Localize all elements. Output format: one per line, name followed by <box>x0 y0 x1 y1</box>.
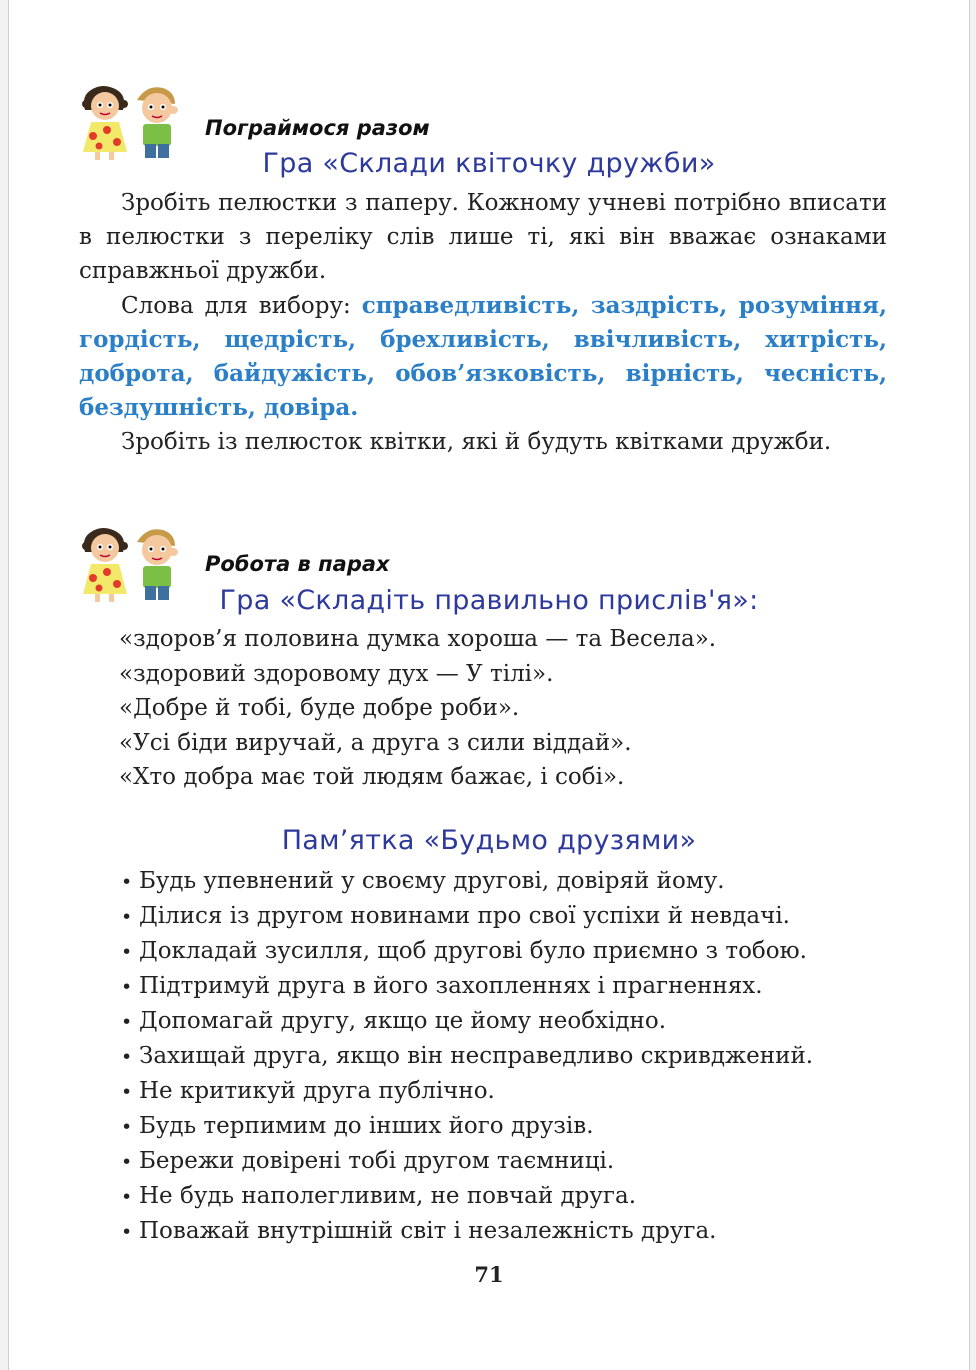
paragraph-flowers: Зробіть із пелюсток квітки, які й будуть квітками дружби. <box>121 429 832 455</box>
list-item <box>121 864 813 899</box>
list-item <box>121 1144 813 1179</box>
list-item-text: Захищай друга, якщо він несправедливо скривджений. <box>139 1043 814 1069</box>
page-number: 71 <box>474 1262 504 1287</box>
list-item-text: Не критикуй друга публічно. <box>139 1078 495 1104</box>
list-item <box>121 899 813 934</box>
list-item <box>121 1179 813 1214</box>
bullet-icon: • <box>121 976 133 998</box>
bullet-icon: • <box>121 1116 133 1138</box>
bullet-icon: • <box>121 906 133 928</box>
bullet-icon: • <box>121 1011 133 1033</box>
list-item <box>121 1074 813 1109</box>
list-item: «Усі біди виручай, а друга з сили віддай». <box>119 729 632 756</box>
list-item-text: Не будь наполегливим, не повчай друга. <box>139 1183 637 1209</box>
list-item: «Хто добра має той людям бажає, і собі». <box>119 764 625 790</box>
list-item <box>121 1004 813 1039</box>
memo-list <box>121 864 813 1249</box>
activity-label: Пограймося разом <box>205 116 430 140</box>
bullet-icon: • <box>121 1046 133 1068</box>
list-item-text: Підтримуй друга в його захопленнях і прагненнях. <box>139 973 763 999</box>
bullet-icon: • <box>121 871 133 893</box>
bullet-icon: • <box>121 1221 133 1243</box>
list-item-text: Ділися із другом новинами про свої успіхи й невдачі. <box>139 903 790 929</box>
word-choice-lead: Слова для вибору: <box>121 293 362 319</box>
game-title-flower: Гра «Склади квіточку дружби» <box>262 148 716 179</box>
list-item-text: Поважай внутрішній світ і незалежність друга. <box>139 1218 717 1244</box>
list-item <box>121 1039 813 1074</box>
memo-title: Пам’ятка «Будьмо друзями» <box>281 825 697 856</box>
proverbs-list <box>119 622 716 795</box>
list-item: «Добре й тобі, буде добре роби». <box>119 695 520 721</box>
list-item-text: Докладай зусилля, щоб другові було приємно з тобою. <box>139 938 807 964</box>
bullet-icon: • <box>121 941 133 963</box>
list-item-text: Будь терпимим до інших його друзів. <box>139 1113 594 1139</box>
list-item <box>121 969 813 1004</box>
list-item: «здоровий здоровому дух — У тілі». <box>119 660 554 687</box>
list-item <box>121 1109 813 1144</box>
list-item-text: Допомагай другу, якщо це йому необхідно. <box>139 1008 667 1034</box>
list-item: «здоров’я половина думка хороша — та Весела». <box>119 626 717 652</box>
list-item-text: Будь упевнений у своєму другові, довіряй йому. <box>139 868 725 894</box>
list-item-text: Бережи довірені тобі другом таємниці. <box>139 1148 615 1174</box>
list-item <box>121 934 813 969</box>
bullet-icon: • <box>121 1186 133 1208</box>
word-choice-list: справедливість, заздрість, розуміння, гордість, щедрість, брехливість, ввічливість, хитрість, доброта, байдужість, обов’язковість, вірність, чесність, бездушність, довіра. <box>79 292 888 421</box>
paragraph-word-choice <box>79 289 887 425</box>
activity-label: Робота в парах <box>205 552 390 576</box>
page <box>8 0 970 1370</box>
paragraph-instructions: Зробіть пелюстки з паперу. Кожному учневі потрібно вписати в пелюстки з переліку слів лише ті, які він вважає ознаками справжньої дружби. <box>79 190 887 284</box>
game-title-proverbs: Гра «Складіть правильно прислів'я»: <box>219 585 759 616</box>
bullet-icon: • <box>121 1151 133 1173</box>
list-item <box>121 1214 813 1249</box>
bullet-icon: • <box>121 1081 133 1103</box>
